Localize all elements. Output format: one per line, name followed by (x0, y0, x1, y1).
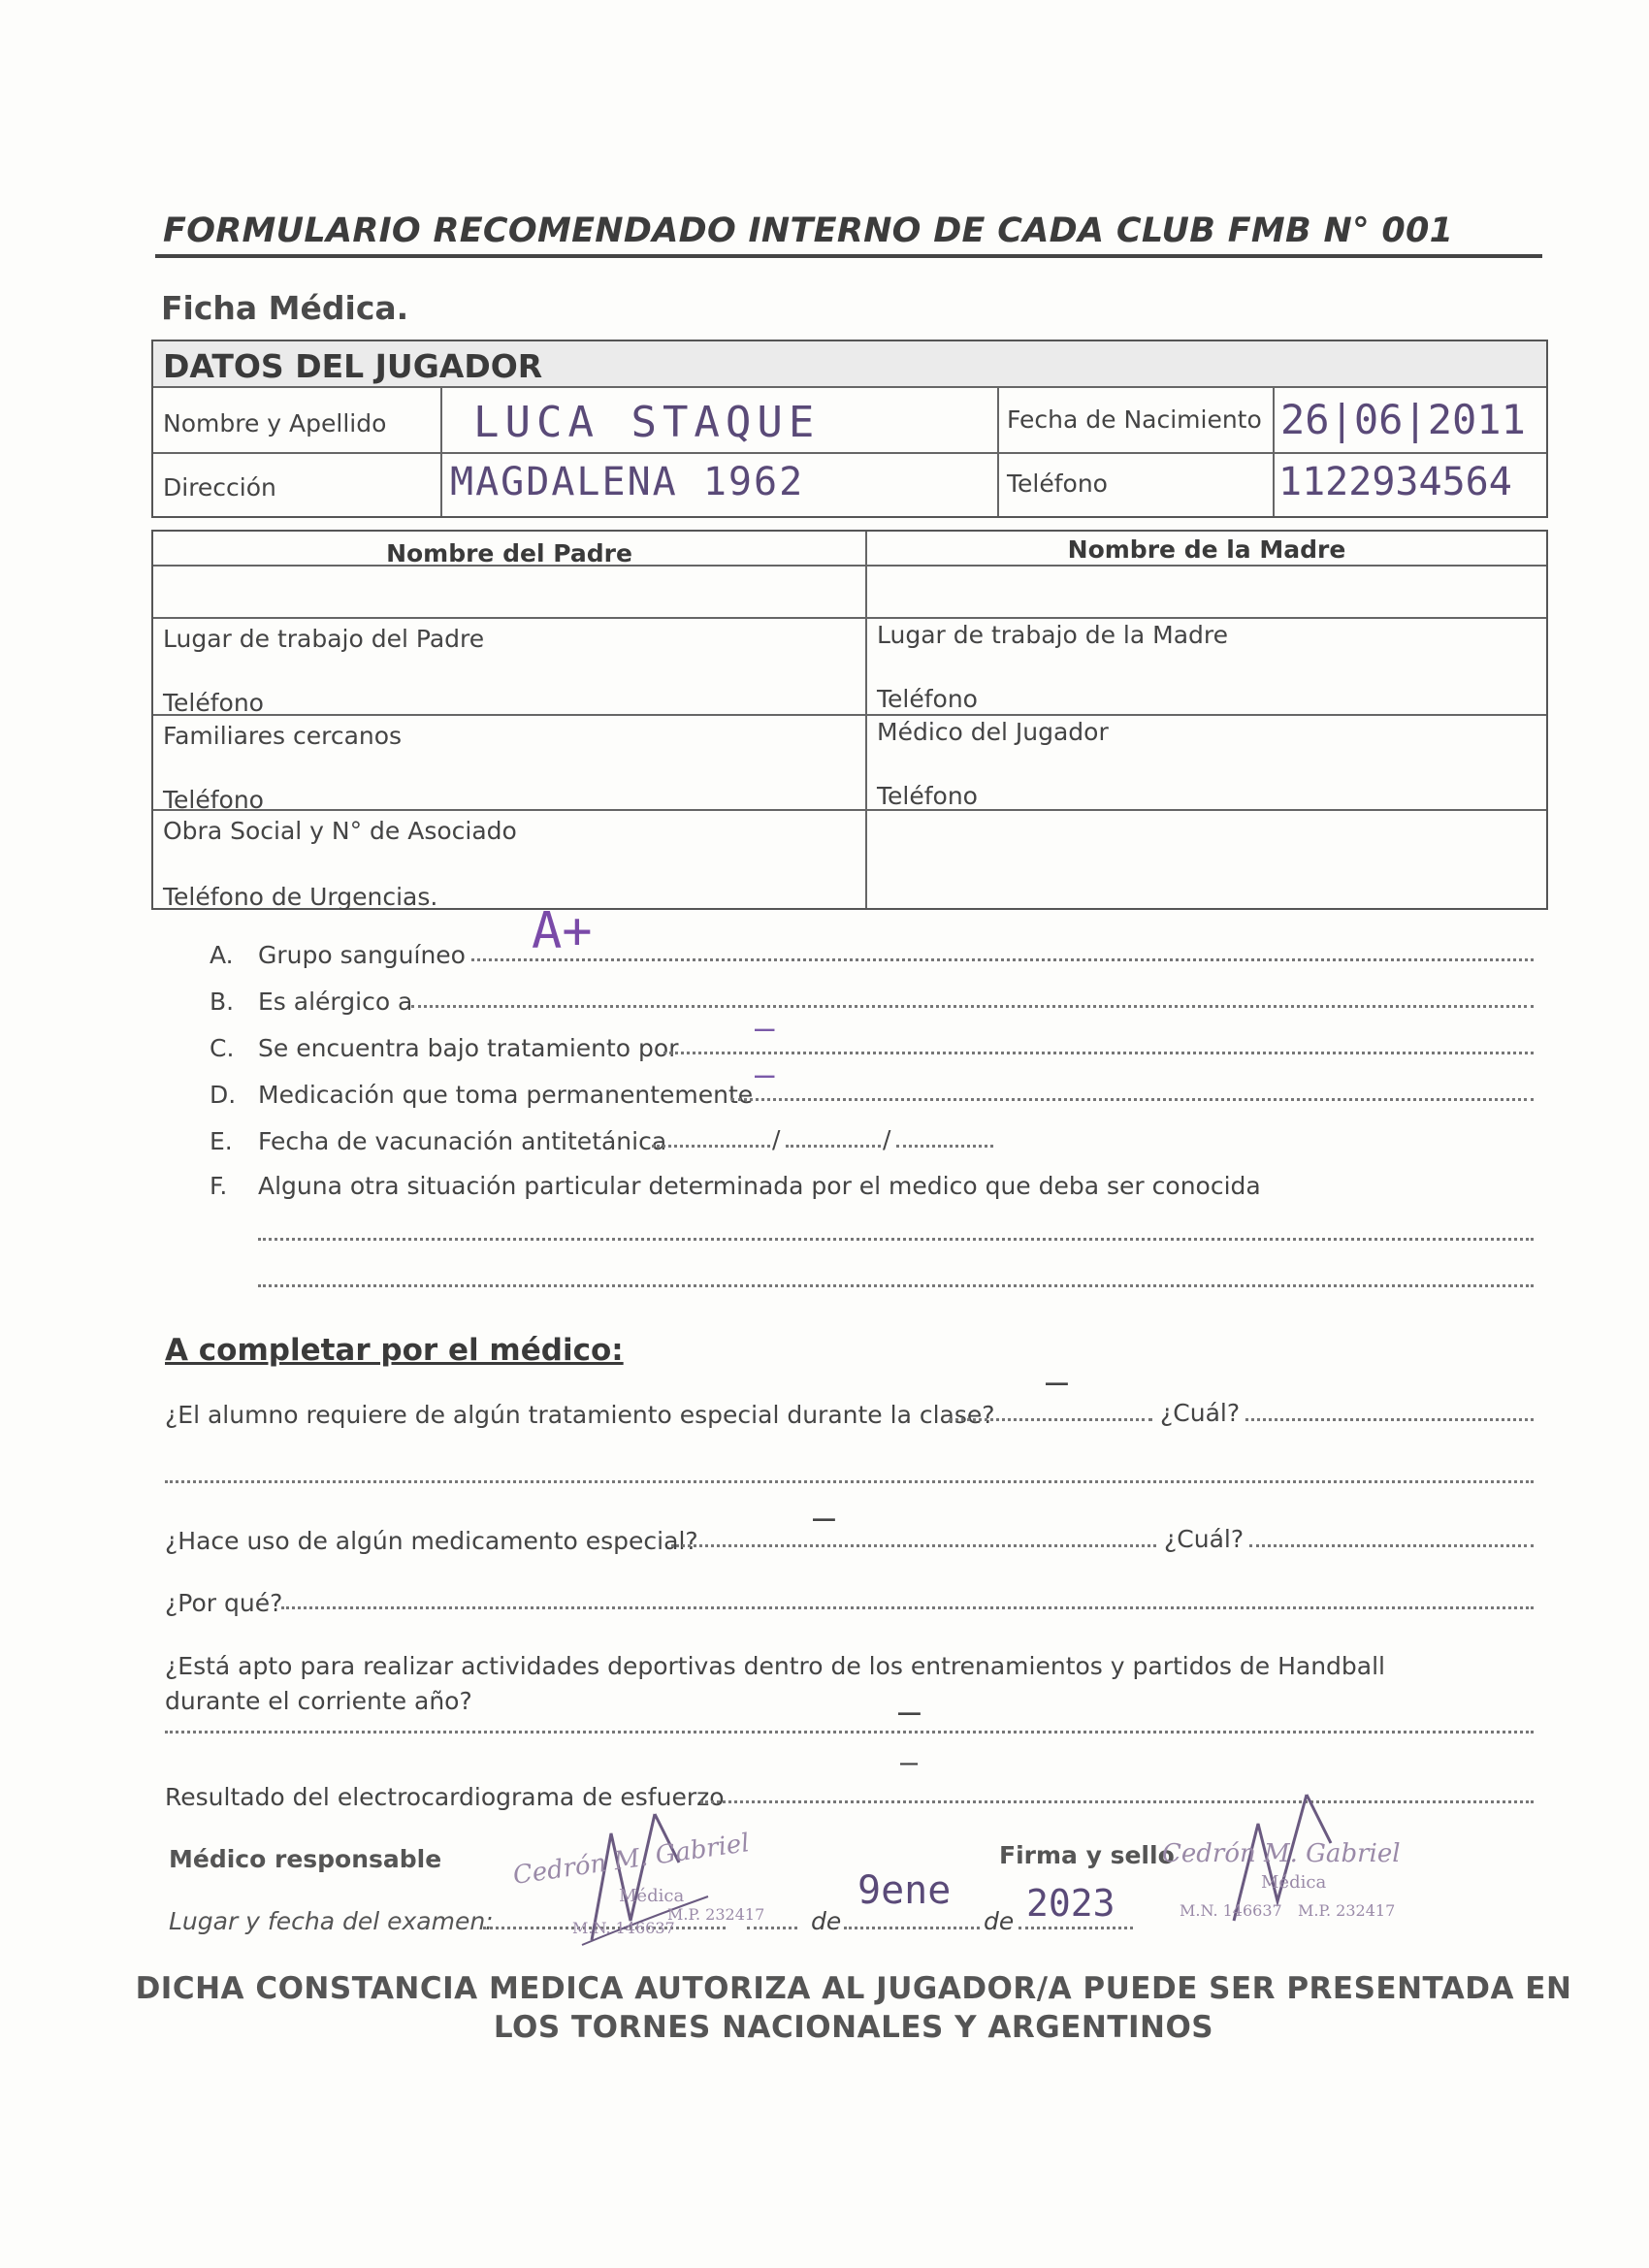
question-letter: A. (210, 941, 234, 969)
answer-line[interactable] (281, 1606, 1534, 1609)
address-label: Dirección (163, 473, 276, 502)
exam-place-date-label: Lugar y fecha del examen: (169, 1907, 494, 1935)
question-text: Fecha de vacunación antitetánica (258, 1127, 667, 1155)
emergency-phone-label: Teléfono de Urgencias. (163, 883, 438, 911)
vaccine-month-line[interactable] (786, 1145, 881, 1148)
player-section-title: DATOS DEL JUGADOR (163, 347, 543, 385)
question-letter: C. (210, 1034, 235, 1062)
doctor-phone-label: Teléfono (877, 782, 978, 810)
answer-line[interactable] (471, 958, 1534, 961)
father-phone-label: Teléfono (163, 689, 264, 717)
de-label: de (984, 1907, 1015, 1935)
stamp-role: Médica (1261, 1872, 1327, 1893)
question-text: Medicación que toma permanentemente (258, 1081, 754, 1109)
mother-name-header: Nombre de la Madre (1067, 535, 1346, 564)
which-label: ¿Cuál? (1164, 1525, 1245, 1553)
phone-value[interactable]: 1122934564 (1278, 460, 1512, 504)
de-label: de (811, 1907, 842, 1935)
footer-line-2: LOS TORNES NACIONALES Y ARGENTINOS (493, 2010, 1214, 2045)
stamp-mp: M.P. 232417 (667, 1905, 765, 1924)
name-label: Nombre y Apellido (163, 409, 387, 437)
family-data-table (151, 530, 1548, 910)
exam-year-value[interactable]: 2023 (1026, 1882, 1116, 1925)
ecg-question: Resultado del electrocardiograma de esfuerzo (165, 1783, 725, 1811)
mother-work-label: Lugar de trabajo de la Madre (877, 621, 1228, 649)
answer-line[interactable] (258, 1238, 1534, 1241)
player-data-table (151, 340, 1548, 518)
date-separator: / (883, 1125, 891, 1153)
birth-date-value[interactable]: 26|06|2011 (1280, 396, 1526, 443)
name-value[interactable]: LUCA STAQUE (473, 398, 821, 447)
answer-line[interactable] (663, 1052, 1534, 1054)
mother-phone-label: Teléfono (877, 685, 978, 713)
doctor-stamp-left (504, 1804, 805, 1950)
answer-line[interactable] (949, 1418, 1152, 1421)
title-underline (155, 254, 1542, 258)
address-value[interactable]: MAGDALENA 1962 (450, 460, 805, 504)
answer-line[interactable] (411, 1005, 1534, 1008)
date-separator: / (772, 1125, 781, 1153)
doctor-mark[interactable]: — (1046, 1360, 1068, 1403)
doctor-mark[interactable]: — (813, 1496, 835, 1539)
stamp-role: Médica (619, 1886, 685, 1906)
responsible-doctor-label: Médico responsable (169, 1845, 442, 1873)
answer-line[interactable] (1249, 1544, 1534, 1547)
answer-line[interactable] (258, 1284, 1534, 1287)
vaccine-year-line[interactable] (896, 1145, 993, 1148)
doctor-section-heading: A completar por el médico: (165, 1333, 624, 1368)
blood-type-answer[interactable]: A+ (532, 902, 593, 960)
insurance-label: Obra Social y N° de Asociado (163, 817, 517, 845)
stamp-mn: M.N. 146637 (1180, 1901, 1282, 1920)
question-letter: B. (210, 988, 235, 1016)
answer-line[interactable] (165, 1480, 1534, 1483)
relatives-phone-label: Teléfono (163, 786, 264, 814)
exam-month-value[interactable]: 9ene (857, 1868, 952, 1913)
doctor-mark[interactable]: — (900, 1746, 919, 1780)
vaccine-day-line[interactable] (652, 1145, 770, 1148)
doctor-stamp-right (1156, 1785, 1467, 1940)
birth-date-label: Fecha de Nacimiento (1007, 405, 1262, 434)
form-subtitle: Ficha Médica. (161, 289, 409, 327)
signature-stamp-label: Firma y sello (999, 1841, 1175, 1869)
question-letter: F. (210, 1172, 228, 1200)
fitness-question: ¿Está apto para realizar actividades deportivas dentro de los entrenamientos y partidos de Handball durante el corriente año? (165, 1652, 1385, 1715)
special-medication-question: ¿Hace uso de algún medicamento especial? (165, 1527, 698, 1555)
question-text: Es alérgico a (258, 988, 413, 1016)
answer-line[interactable] (1245, 1418, 1534, 1421)
question-letter: E. (210, 1127, 233, 1155)
answer-line[interactable] (165, 1731, 1534, 1733)
question-letter: D. (210, 1081, 237, 1109)
father-name-header: Nombre del Padre (386, 539, 632, 567)
exam-month-line[interactable] (844, 1927, 980, 1929)
form-title: FORMULARIO RECOMENDADO INTERNO DE CADA CLUB FMB N° 001 (163, 211, 1454, 250)
special-treatment-question: ¿El alumno requiere de algún tratamiento especial durante la clase? (165, 1401, 995, 1429)
doctor-mark[interactable]: — (898, 1690, 921, 1733)
answer-line[interactable] (671, 1544, 1156, 1547)
phone-label: Teléfono (1007, 470, 1108, 498)
answer-line[interactable] (731, 1098, 1534, 1101)
which-label: ¿Cuál? (1160, 1399, 1241, 1427)
why-question: ¿Por qué? (165, 1589, 283, 1617)
father-work-label: Lugar de trabajo del Padre (163, 625, 485, 653)
exam-year-line[interactable] (1018, 1927, 1133, 1929)
player-doctor-label: Médico del Jugador (877, 718, 1109, 746)
footer-line-1: DICHA CONSTANCIA MEDICA AUTORIZA AL JUGADOR/A PUEDE SER PRESENTADA EN (135, 1971, 1572, 2006)
question-text: Alguna otra situación particular determinada por el medico que deba ser conocida (258, 1172, 1261, 1200)
stamp-name: Cedrón M. Gabriel (1162, 1839, 1401, 1868)
treatment-answer[interactable]: — (755, 1009, 775, 1048)
question-text: Se encuentra bajo tratamiento por (258, 1034, 679, 1062)
stamp-mn: M.N. 146637 (572, 1919, 675, 1937)
medication-answer[interactable]: — (755, 1055, 775, 1094)
question-text: Grupo sanguíneo (258, 941, 466, 969)
stamp-name: Cedrón M. Gabriel (511, 1829, 752, 1891)
stamp-mp: M.P. 232417 (1298, 1901, 1396, 1920)
relatives-label: Familiares cercanos (163, 722, 403, 750)
